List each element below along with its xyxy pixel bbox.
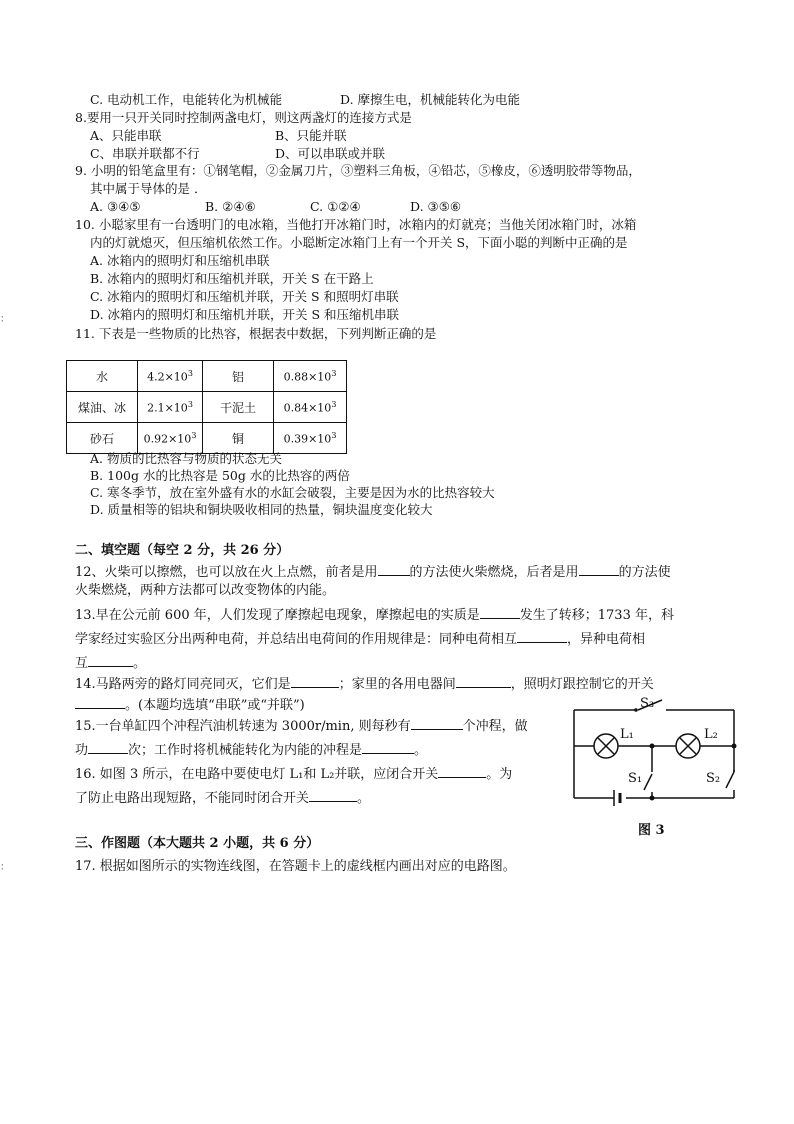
q11-option-b: B. 100g 水的比热容是 50g 水的比热容的两倍	[90, 468, 350, 483]
table-cell: $0.88\times 10^3$	[274, 361, 347, 392]
q10-option-c: C. 冰箱内的照明灯和压缩机并联，开关 S 和照明灯串联	[90, 289, 399, 304]
answer-blank[interactable]	[309, 788, 357, 802]
answer-blank[interactable]	[75, 695, 125, 709]
table-row	[67, 423, 347, 454]
table-cell: $2.1\times 10^3$	[138, 392, 203, 423]
q15-line1: 15.一台单缸四个冲程汽油机转速为 3000r/min, 则每秒有 个冲程，做	[75, 716, 528, 735]
margin-mark: ：	[0, 862, 10, 873]
q12-line1: 12、火柴可以擦燃，也可以放在火上点燃，前者是用 的方法使火柴燃烧，后者是用 的方法使	[75, 562, 671, 581]
answer-blank[interactable]	[438, 764, 486, 778]
label-l1: L₁	[620, 727, 634, 742]
q9-stem-line2: 其中属于导体的是 ．	[90, 181, 207, 196]
answer-blank[interactable]	[517, 629, 567, 643]
table-cell: $4.2\times 10^3$	[138, 361, 203, 392]
q10-option-a: A. 冰箱内的照明灯和压缩机串联	[90, 253, 270, 268]
q12-line2: 火柴燃烧，两种方法都可以改变物体的内能。	[75, 583, 336, 598]
label-s3: S₃	[640, 696, 655, 711]
q13-line3: 互 。	[75, 653, 146, 672]
q7-option-c: C. 电动机工作，电能转化为机械能	[90, 92, 283, 107]
table-cell: 铜	[203, 423, 274, 454]
table-cell: 煤油、冰	[67, 392, 138, 423]
margin-mark: ：	[0, 314, 10, 325]
table-cell: $0.39\times 10^3$	[274, 423, 347, 454]
answer-blank[interactable]	[362, 740, 414, 754]
label-s1: S₁	[628, 771, 643, 786]
answer-blank[interactable]	[579, 562, 619, 576]
q8-option-d: D、可以串联或并联	[275, 146, 386, 161]
table-cell: 干泥土	[203, 392, 274, 423]
q9-option-a: A. ③④⑤	[90, 199, 141, 214]
specific-heat-table	[66, 360, 347, 454]
q9-option-d: D. ③⑤⑥	[410, 199, 462, 214]
answer-blank[interactable]	[88, 653, 133, 667]
q10-stem-line2: 内的灯就熄灭，但压缩机依然工作。小聪断定冰箱门上有一个开关 S，下面小聪的判断中正确的是	[90, 235, 628, 250]
q11-stem: 11. 下表是一些物质的比热容，根据表中数据，下列判断正确的是	[75, 326, 437, 341]
table-row	[67, 361, 347, 392]
answer-blank[interactable]	[291, 674, 339, 688]
answer-blank[interactable]	[378, 562, 410, 576]
q11-option-c: C. 寒冬季节，放在室外盛有水的水缸会破裂，主要是因为水的比热容较大	[90, 485, 495, 500]
q11-option-d: D. 质量相等的铝块和铜块吸收相同的热量，铜块温度变化较大	[90, 502, 433, 517]
q14-line1: 14.马路两旁的路灯同亮同灭，它们是 ；家里的各用电器间 ，照明灯跟控制它的开关	[75, 674, 654, 693]
q13-line2: 学家经过实验区分出两种电荷，并总结出电荷间的作用规律是：同种电荷相互 ，异种电荷相	[75, 629, 645, 648]
section2-title: 二、填空题（每空 2 分，共 26 分）	[75, 543, 290, 558]
q7-option-d: D. 摩擦生电，机械能转化为电能	[340, 92, 521, 107]
q10-option-b: B. 冰箱内的照明灯和压缩机并联，开关 S 在干路上	[90, 271, 374, 286]
q17-stem: 17. 根据如图所示的实物连线图，在答题卡上的虚线框内画出对应的电路图。	[75, 859, 516, 874]
q10-option-d: D. 冰箱内的照明灯和压缩机并联，开关 S 和压缩机串联	[90, 307, 400, 322]
q11-option-a: A. 物质的比热容与物质的状态无关	[90, 451, 282, 466]
table-cell: 铝	[203, 361, 274, 392]
answer-blank[interactable]	[456, 674, 511, 688]
answer-blank[interactable]	[480, 605, 520, 619]
q10-stem-line1: 10. 小聪家里有一台透明门的电冰箱，当他打开冰箱门时，冰箱内的灯就亮；当他关闭冰箱门时，冰箱	[75, 217, 637, 232]
table-cell: $0.92\times 10^3$	[138, 423, 203, 454]
q9-option-c: C. ①②④	[310, 199, 361, 214]
q13-line1: 13.早在公元前 600 年，人们发现了摩擦起电现象，摩擦起电的实质是 发生了转移；1733 年，科	[75, 605, 674, 624]
q8-stem: 8.要用一只开关同时控制两盏电灯，则这两盏灯的连接方式是	[75, 110, 412, 125]
answer-blank[interactable]	[411, 716, 463, 730]
table-cell: 水	[67, 361, 138, 392]
figure-caption: 图 3	[638, 823, 665, 838]
table-cell: 砂石	[67, 423, 138, 454]
q8-option-a: A、只能串联	[90, 128, 162, 143]
section3-title: 三、作图题（本大题共 2 小题，共 6 分）	[75, 836, 320, 851]
q9-stem-line1: 9. 小明的铅笔盒里有：①钢笔帽，②金属刀片，③塑料三角板，④铅芯，⑤橡皮，⑥透明胶带等物品，	[75, 163, 641, 178]
table-cell: $0.84\times 10^3$	[274, 392, 347, 423]
table-row	[67, 392, 347, 423]
q16-line2: 了防止电路出现短路，不能同时闭合开关 。	[75, 788, 370, 807]
q9-option-b: B. ②④⑥	[205, 199, 256, 214]
q15-line2: 功 次；工作时将机械能转化为内能的冲程是 。	[75, 740, 427, 759]
label-s2: S₂	[706, 771, 721, 786]
q8-option-c: C、串联并联都不行	[90, 146, 200, 161]
q8-option-b: B、只能并联	[275, 128, 347, 143]
q16-line1: 16. 如图 3 所示，在电路中要使电灯 L₁和 L₂并联，应闭合开关 。为	[75, 764, 512, 783]
answer-blank[interactable]	[88, 740, 128, 754]
q14-line2: 。(本题均选填“串联”或“并联”)	[75, 695, 305, 714]
label-l2: L₂	[704, 727, 718, 742]
